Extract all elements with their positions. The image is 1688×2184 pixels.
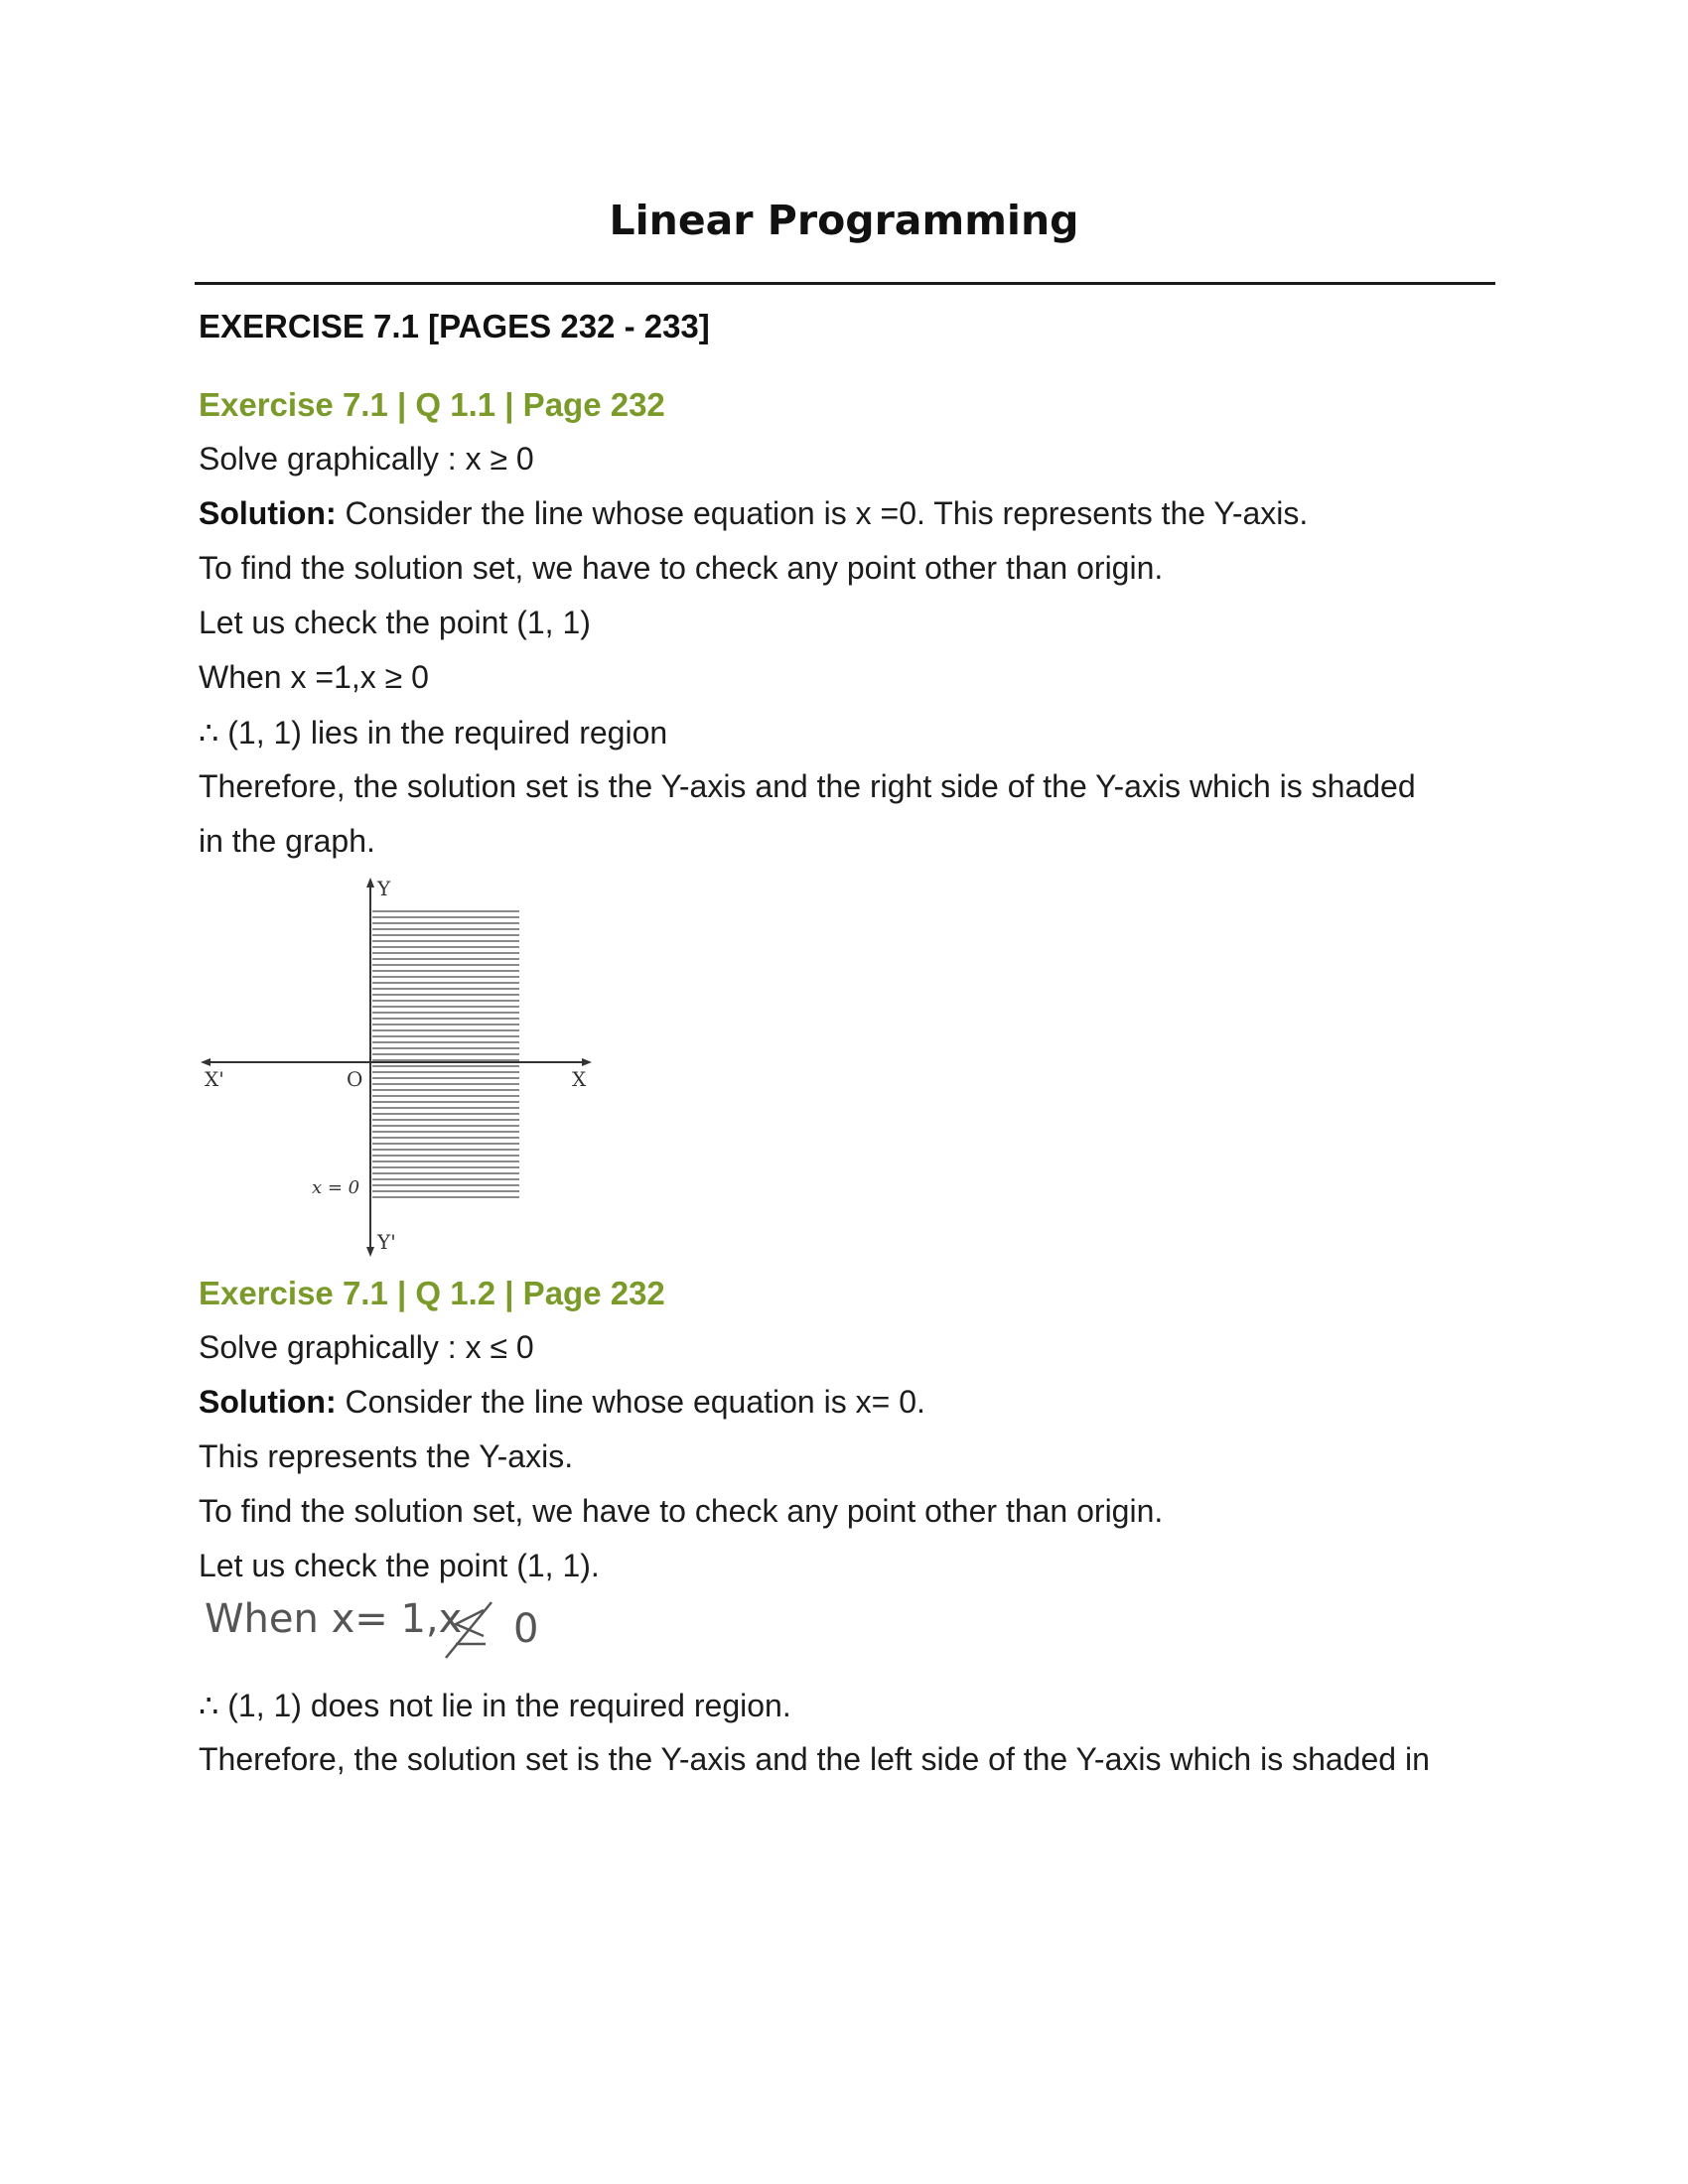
solution-line: When x =1,x ≥ 0 — [199, 659, 429, 695]
label-y: Y — [377, 877, 391, 900]
solution-paragraph — [199, 495, 1308, 532]
inequality-graph — [197, 876, 614, 1263]
label-y-prime: Y' — [377, 1230, 396, 1254]
x-axis-arrow-left — [201, 1058, 211, 1066]
question-heading-1-1[interactable]: Exercise 7.1 | Q 1.1 | Page 232 — [199, 386, 665, 423]
y-axis-arrow-down — [366, 1247, 374, 1257]
solution-line: To find the solution set, we have to check any point other than origin. — [199, 550, 1164, 586]
not-less-equal-symbol — [440, 1598, 549, 1662]
solution-label: Solution: — [199, 1384, 337, 1420]
solution-line: Therefore, the solution set is the Y-axis and the right side of the Y-axis which is shaded — [199, 768, 1416, 804]
solution-line: Therefore, the solution set is the Y-axis and the left side of the Y-axis which is shaded in — [199, 1741, 1430, 1777]
shaded-region — [372, 911, 519, 1197]
solution-line: Let us check the point (1, 1). — [199, 1548, 600, 1583]
solution-label: Solution: — [199, 495, 337, 531]
y-axis-arrow-up — [366, 878, 374, 887]
question-heading-1-2[interactable]: Exercise 7.1 | Q 1.2 | Page 232 — [199, 1275, 665, 1311]
solution-paragraph — [199, 1384, 925, 1421]
exercise-heading: EXERCISE 7.1 [PAGES 232 - 233] — [199, 308, 710, 344]
handwritten-rhs: 0 — [513, 1606, 539, 1652]
x-axis-arrow-right — [582, 1058, 592, 1066]
solution-line: This represents the Y-axis. — [199, 1438, 574, 1474]
question-text: Solve graphically : x ≤ 0 — [199, 1329, 534, 1365]
label-line-equation: x = 0 — [312, 1177, 360, 1198]
solution-line: To find the solution set, we have to check any point other than origin. — [199, 1493, 1164, 1529]
title-divider — [195, 282, 1495, 285]
label-origin: O — [347, 1067, 363, 1091]
question-text: Solve graphically : x ≥ 0 — [199, 441, 534, 477]
solution-text: Consider the line whose equation is x= 0. — [336, 1384, 925, 1420]
solution-line: Let us check the point (1, 1) — [199, 605, 591, 640]
less-than-stroke — [456, 1610, 484, 1636]
solution-line: in the graph. — [199, 823, 375, 859]
negation-slash — [446, 1602, 492, 1658]
handwritten-inequality — [205, 1596, 462, 1642]
page-title: Linear Programming — [609, 197, 1079, 244]
solution-line: ∴ (1, 1) lies in the required region — [199, 715, 668, 751]
label-x: X — [572, 1067, 587, 1091]
label-x-prime: X' — [205, 1067, 224, 1091]
solution-text: Consider the line whose equation is x =0. This represents the Y-axis. — [336, 495, 1309, 531]
solution-line: ∴ (1, 1) does not lie in the required region. — [199, 1688, 791, 1723]
handwritten-prefix: When x= 1,x — [205, 1596, 463, 1642]
